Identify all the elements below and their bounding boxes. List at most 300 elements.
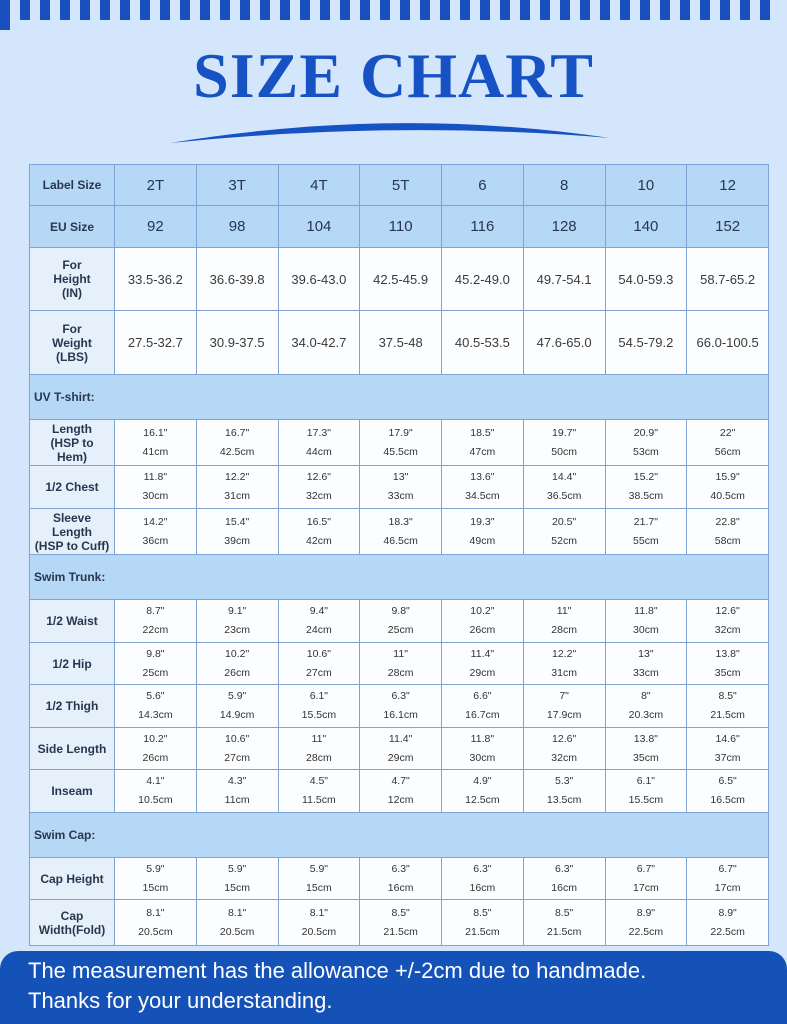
cm-value: 21.5cm bbox=[383, 925, 418, 938]
inch-value: 18.3" bbox=[388, 515, 413, 528]
inch-value: 8.1" bbox=[146, 906, 165, 919]
inch-value: 13.8" bbox=[715, 647, 740, 660]
measurement-cell bbox=[523, 420, 605, 466]
inch-value: 15.2" bbox=[633, 471, 658, 483]
cm-value: 14.3cm bbox=[138, 709, 173, 721]
measurement-cell bbox=[605, 858, 687, 900]
checker-square bbox=[610, 10, 620, 20]
header-row bbox=[30, 165, 769, 206]
checker-square bbox=[620, 10, 630, 20]
row-label-line: Hem) bbox=[56, 449, 87, 464]
cm-value: 32cm bbox=[551, 751, 577, 764]
inch-value: 16.7" bbox=[225, 426, 250, 439]
row-label-line: For bbox=[62, 321, 82, 336]
inch-value: 8.5" bbox=[391, 906, 410, 919]
section-row bbox=[30, 375, 769, 420]
value-cell: 39.6-43.0 bbox=[278, 248, 360, 311]
checker-square bbox=[230, 0, 240, 10]
inch-value: 10.2" bbox=[470, 605, 495, 617]
measurement-cell bbox=[523, 728, 605, 770]
measurement-cell bbox=[442, 420, 524, 466]
value-cell: 37.5-48 bbox=[360, 311, 442, 375]
checker-square bbox=[510, 0, 520, 10]
inch-value: 13.8" bbox=[633, 732, 658, 745]
cm-value: 22cm bbox=[142, 624, 169, 636]
size-cell: 98 bbox=[196, 206, 278, 248]
size-cell: 3T bbox=[196, 165, 278, 206]
checker-square bbox=[220, 10, 230, 20]
cm-value: 21.5cm bbox=[465, 925, 500, 938]
cm-value: 15.5cm bbox=[301, 709, 337, 721]
inch-value: 10.6" bbox=[225, 732, 250, 745]
inch-value: 8.1" bbox=[227, 906, 247, 919]
measurement-cell bbox=[360, 770, 442, 813]
inch-value: 6.1" bbox=[636, 775, 656, 787]
measurement-cell bbox=[196, 685, 278, 728]
checker-square bbox=[480, 10, 490, 20]
value-cell: 40.5-53.5 bbox=[442, 311, 524, 375]
measurement-cell bbox=[605, 509, 687, 555]
inch-value: 14.4" bbox=[552, 471, 577, 483]
size-cell: 8 bbox=[523, 165, 605, 206]
size-cell: 152 bbox=[687, 206, 769, 248]
inch-value: 10.2" bbox=[143, 732, 168, 745]
measurement-cell bbox=[115, 728, 197, 770]
cm-value: 56cm bbox=[714, 445, 741, 458]
checker-square bbox=[690, 10, 700, 20]
value-cell: 45.2-49.0 bbox=[442, 248, 524, 311]
checker-square bbox=[180, 10, 190, 20]
inch-value: 5.9" bbox=[227, 690, 247, 702]
cm-value: 16.7cm bbox=[465, 709, 500, 721]
checker-square bbox=[190, 0, 200, 10]
checker-square bbox=[710, 0, 720, 10]
measurement-cell bbox=[442, 600, 524, 643]
measurement-cell bbox=[196, 466, 278, 509]
inch-value: 5.3" bbox=[554, 775, 574, 787]
checker-square bbox=[370, 10, 380, 20]
checker-square bbox=[360, 0, 370, 10]
measurement-row bbox=[30, 770, 769, 813]
row-label-line: Cap bbox=[60, 908, 84, 923]
inch-value: 13.6" bbox=[470, 471, 495, 483]
checker-square bbox=[410, 0, 420, 10]
row-label-line: For bbox=[62, 258, 82, 272]
checker-square bbox=[600, 0, 610, 10]
checker-square bbox=[130, 0, 140, 10]
measurement-cell bbox=[196, 509, 278, 555]
cm-value: 22.5cm bbox=[710, 925, 745, 938]
inch-value: 9.1" bbox=[227, 605, 247, 617]
header-label: EU Size bbox=[30, 206, 115, 248]
checker-square bbox=[220, 0, 230, 10]
checker-square bbox=[310, 0, 320, 10]
checker-square bbox=[510, 10, 520, 20]
checker-square bbox=[350, 10, 360, 20]
measurement-cell bbox=[523, 858, 605, 900]
footer-note: The measurement has the allowance +/-2cm due to handmade. bbox=[28, 958, 647, 983]
checker-square bbox=[420, 10, 430, 20]
footer-thanks: Thanks for your understanding. bbox=[28, 988, 333, 1013]
measurement-cell bbox=[360, 600, 442, 643]
measurement-cell bbox=[115, 685, 197, 728]
inch-value: 14.6" bbox=[715, 732, 740, 745]
measurement-cell bbox=[278, 466, 360, 509]
row-label-line: Sleeve bbox=[52, 510, 92, 525]
inch-value: 9.8" bbox=[146, 647, 165, 660]
checker-square bbox=[410, 10, 420, 20]
checker-square bbox=[80, 0, 90, 10]
inch-value: 11" bbox=[556, 605, 572, 617]
cm-value: 11cm bbox=[224, 794, 250, 806]
measurement-cell bbox=[196, 728, 278, 770]
row-label bbox=[30, 311, 115, 375]
row-label-line: 1/2 Waist bbox=[46, 614, 98, 628]
cm-value: 32cm bbox=[306, 490, 332, 502]
checker-square bbox=[470, 10, 480, 20]
inch-value: 16.5" bbox=[306, 515, 331, 528]
cm-value: 53cm bbox=[633, 445, 659, 458]
measurement-cell bbox=[605, 770, 687, 813]
checker-square bbox=[120, 0, 130, 10]
section-row bbox=[30, 555, 769, 600]
size-cell: 12 bbox=[687, 165, 769, 206]
checker-square bbox=[140, 10, 150, 20]
value-cell: 66.0-100.5 bbox=[687, 311, 769, 375]
checker-square bbox=[240, 0, 250, 10]
inch-value: 20.5" bbox=[552, 515, 577, 528]
checker-square bbox=[730, 0, 740, 10]
checker-square bbox=[150, 0, 160, 10]
measurement-cell bbox=[442, 900, 524, 946]
checker-square bbox=[280, 0, 290, 10]
measurement-cell bbox=[115, 420, 197, 466]
checker-square bbox=[400, 10, 410, 20]
row-label-line: Length bbox=[52, 524, 92, 539]
cm-value: 28cm bbox=[306, 751, 332, 764]
inch-value: 12.2" bbox=[552, 647, 577, 660]
size-cell: 10 bbox=[605, 165, 687, 206]
cm-value: 24cm bbox=[306, 624, 332, 636]
checker-square bbox=[240, 10, 250, 20]
row-label bbox=[30, 728, 115, 770]
checker-square bbox=[60, 0, 70, 10]
cm-value: 17cm bbox=[714, 881, 741, 894]
inch-value: 20.9" bbox=[633, 426, 658, 439]
checker-square bbox=[430, 10, 440, 20]
checker-square bbox=[160, 10, 170, 20]
size-cell: 140 bbox=[605, 206, 687, 248]
measurement-cell bbox=[687, 770, 769, 813]
checker-square bbox=[450, 10, 460, 20]
checker-square bbox=[590, 10, 600, 20]
cm-value: 52cm bbox=[551, 534, 577, 547]
checker-square bbox=[380, 10, 390, 20]
checker-square bbox=[60, 10, 70, 20]
inch-value: 8.9" bbox=[718, 906, 737, 919]
inch-value: 4.9" bbox=[473, 775, 492, 787]
inch-value: 6.7" bbox=[718, 862, 737, 875]
cm-value: 10.5cm bbox=[138, 794, 173, 806]
measurement-cell bbox=[687, 509, 769, 555]
cm-value: 15cm bbox=[224, 881, 250, 894]
checker-square bbox=[230, 10, 240, 20]
row-label-line: Cap Height bbox=[40, 871, 104, 886]
checker-square bbox=[620, 0, 630, 10]
cm-value: 14.9cm bbox=[219, 709, 255, 721]
checker-square bbox=[200, 10, 210, 20]
value-cell: 49.7-54.1 bbox=[523, 248, 605, 311]
value-cell: 30.9-37.5 bbox=[196, 311, 278, 375]
checker-square bbox=[770, 10, 780, 20]
checker-square bbox=[590, 0, 600, 10]
checker-square bbox=[440, 0, 450, 10]
section-title: Swim Cap: bbox=[30, 813, 769, 858]
checker-square bbox=[570, 10, 580, 20]
cm-value: 16.5cm bbox=[710, 794, 745, 806]
measurement-cell bbox=[115, 600, 197, 643]
inch-value: 6.3" bbox=[473, 862, 492, 875]
checker-square bbox=[700, 0, 710, 10]
row-label-line: 1/2 Thigh bbox=[45, 699, 99, 713]
value-cell: 58.7-65.2 bbox=[687, 248, 769, 311]
measurement-row bbox=[30, 600, 769, 643]
checker-square bbox=[80, 10, 90, 20]
size-cell: 6 bbox=[442, 165, 524, 206]
cm-value: 40.5cm bbox=[710, 490, 745, 502]
inch-value: 6.3" bbox=[391, 862, 410, 875]
info-row bbox=[30, 248, 769, 311]
checker-square bbox=[760, 10, 770, 20]
measurement-cell bbox=[196, 420, 278, 466]
checker-square bbox=[10, 10, 20, 20]
measurement-cell bbox=[687, 685, 769, 728]
checker-square bbox=[730, 10, 740, 20]
row-label-line: Weight bbox=[52, 335, 92, 350]
checker-square bbox=[100, 10, 110, 20]
checker-square bbox=[580, 0, 590, 10]
size-chart-table bbox=[29, 164, 769, 946]
inch-value: 22" bbox=[719, 426, 736, 439]
inch-value: 11.8" bbox=[470, 732, 495, 745]
measurement-cell bbox=[442, 643, 524, 685]
measurement-cell bbox=[442, 466, 524, 509]
measurement-cell bbox=[605, 420, 687, 466]
checker-square bbox=[260, 0, 270, 10]
measurement-cell bbox=[360, 643, 442, 685]
measurement-cell bbox=[605, 900, 687, 946]
checker-square bbox=[260, 10, 270, 20]
checker-square bbox=[30, 10, 40, 20]
checker-square bbox=[600, 10, 610, 20]
inch-value: 9.8" bbox=[391, 605, 410, 617]
measurement-cell bbox=[278, 643, 360, 685]
size-cell: 2T bbox=[115, 165, 197, 206]
inch-value: 6.6" bbox=[473, 690, 492, 702]
swoosh-decoration bbox=[170, 118, 620, 148]
checker-square bbox=[350, 0, 360, 10]
checker-square bbox=[110, 10, 120, 20]
inch-value: 6.7" bbox=[636, 862, 656, 875]
cm-value: 33cm bbox=[387, 490, 414, 502]
checker-square bbox=[20, 0, 30, 10]
checker-square bbox=[650, 10, 660, 20]
measurement-cell bbox=[687, 900, 769, 946]
checker-square bbox=[290, 10, 300, 20]
inch-value: 11" bbox=[311, 732, 327, 745]
size-cell: 92 bbox=[115, 206, 197, 248]
checker-square bbox=[670, 0, 680, 10]
cm-value: 58cm bbox=[714, 534, 741, 547]
checker-square bbox=[710, 10, 720, 20]
row-label-line: Height bbox=[53, 272, 91, 286]
checker-square bbox=[210, 10, 220, 20]
inch-value: 11.4" bbox=[470, 647, 495, 660]
row-label-line: Width(Fold) bbox=[38, 922, 106, 937]
cm-value: 16cm bbox=[387, 881, 414, 894]
inch-value: 6.3" bbox=[554, 862, 574, 875]
checker-square bbox=[130, 10, 140, 20]
measurement-cell bbox=[115, 900, 197, 946]
row-label-line: (HSP to Cuff) bbox=[34, 538, 110, 553]
checker-square bbox=[330, 10, 340, 20]
checker-square bbox=[170, 10, 180, 20]
checker-square bbox=[420, 0, 430, 10]
cm-value: 17.9cm bbox=[546, 709, 582, 721]
cm-value: 37cm bbox=[714, 751, 741, 764]
cm-value: 20.5cm bbox=[301, 925, 337, 938]
checker-square bbox=[250, 0, 260, 10]
checker-square bbox=[270, 0, 280, 10]
measurement-cell bbox=[278, 728, 360, 770]
cm-value: 55cm bbox=[633, 534, 659, 547]
checker-square bbox=[390, 0, 400, 10]
checker-square bbox=[740, 10, 750, 20]
cm-value: 15.5cm bbox=[628, 794, 664, 806]
checker-square bbox=[20, 10, 30, 20]
inch-value: 5.9" bbox=[146, 862, 165, 875]
row-label-line: Length bbox=[52, 421, 92, 436]
inch-value: 11.8" bbox=[634, 605, 658, 617]
checker-square bbox=[50, 0, 60, 10]
checker-square bbox=[340, 0, 350, 10]
measurement-cell bbox=[360, 420, 442, 466]
measurement-cell bbox=[196, 643, 278, 685]
cm-value: 28cm bbox=[387, 666, 414, 679]
measurement-cell bbox=[523, 643, 605, 685]
measurement-cell bbox=[196, 900, 278, 946]
row-label-line: Side Length bbox=[37, 741, 107, 756]
measurement-cell bbox=[115, 858, 197, 900]
inch-value: 5.6" bbox=[146, 690, 165, 702]
checker-square bbox=[460, 0, 470, 10]
inch-value: 4.1" bbox=[146, 775, 165, 787]
cm-value: 41cm bbox=[142, 445, 169, 458]
inch-value: 10.6" bbox=[306, 647, 331, 660]
inch-value: 18.5" bbox=[470, 426, 495, 439]
checker-square bbox=[760, 0, 770, 10]
measurement-cell bbox=[115, 509, 197, 555]
cm-value: 27cm bbox=[306, 666, 332, 679]
checker-square bbox=[720, 0, 730, 10]
checker-square bbox=[160, 0, 170, 10]
cm-value: 35cm bbox=[633, 751, 659, 764]
checker-square bbox=[340, 10, 350, 20]
measurement-cell bbox=[278, 420, 360, 466]
value-cell: 36.6-39.8 bbox=[196, 248, 278, 311]
row-label bbox=[30, 770, 115, 813]
measurement-cell bbox=[442, 728, 524, 770]
checker-square bbox=[750, 10, 760, 20]
checker-square bbox=[560, 0, 570, 10]
checker-square bbox=[630, 10, 640, 20]
checker-square bbox=[680, 10, 690, 20]
inch-value: 16.1" bbox=[143, 426, 168, 439]
measurement-cell bbox=[115, 643, 197, 685]
checker-square bbox=[0, 10, 10, 20]
size-cell: 5T bbox=[360, 165, 442, 206]
checker-square bbox=[520, 0, 530, 10]
cm-value: 29cm bbox=[469, 666, 496, 679]
value-cell: 34.0-42.7 bbox=[278, 311, 360, 375]
inch-value: 12.2" bbox=[225, 471, 250, 483]
inch-value: 14.2" bbox=[143, 515, 168, 528]
checker-square bbox=[580, 10, 590, 20]
size-cell: 116 bbox=[442, 206, 524, 248]
measurement-cell bbox=[523, 509, 605, 555]
row-label-line: 1/2 Chest bbox=[45, 480, 99, 494]
checker-square bbox=[210, 0, 220, 10]
cm-value: 50cm bbox=[551, 445, 577, 458]
cm-value: 31cm bbox=[224, 490, 250, 502]
measurement-cell bbox=[115, 770, 197, 813]
inch-value: 9.4" bbox=[309, 605, 329, 617]
cm-value: 31cm bbox=[551, 666, 577, 679]
row-label bbox=[30, 858, 115, 900]
checker-square bbox=[680, 0, 690, 10]
checker-square bbox=[750, 0, 760, 10]
inch-value: 13" bbox=[392, 471, 409, 483]
cm-value: 26cm bbox=[469, 624, 496, 636]
checker-square bbox=[690, 0, 700, 10]
row-label-line: (LBS) bbox=[56, 349, 88, 364]
cm-value: 38.5cm bbox=[628, 490, 664, 502]
measurement-row bbox=[30, 466, 769, 509]
checker-square bbox=[530, 10, 540, 20]
measurement-cell bbox=[523, 685, 605, 728]
measurement-row bbox=[30, 685, 769, 728]
checker-square bbox=[670, 10, 680, 20]
cm-value: 28cm bbox=[551, 624, 577, 636]
cm-value: 16cm bbox=[551, 881, 577, 894]
checker-square bbox=[660, 0, 670, 10]
measurement-cell bbox=[442, 770, 524, 813]
checker-square bbox=[50, 10, 60, 20]
measurement-cell bbox=[278, 600, 360, 643]
inch-value: 8.5" bbox=[473, 906, 492, 919]
cm-value: 17cm bbox=[633, 881, 659, 894]
cm-value: 21.5cm bbox=[710, 709, 745, 721]
cm-value: 13.5cm bbox=[546, 794, 582, 806]
measurement-row bbox=[30, 420, 769, 466]
measurement-cell bbox=[687, 643, 769, 685]
footer-banner bbox=[0, 951, 787, 1024]
cm-value: 33cm bbox=[633, 666, 659, 679]
row-label bbox=[30, 685, 115, 728]
inch-value: 11" bbox=[393, 647, 408, 660]
checker-square bbox=[170, 0, 180, 10]
measurement-cell bbox=[360, 685, 442, 728]
